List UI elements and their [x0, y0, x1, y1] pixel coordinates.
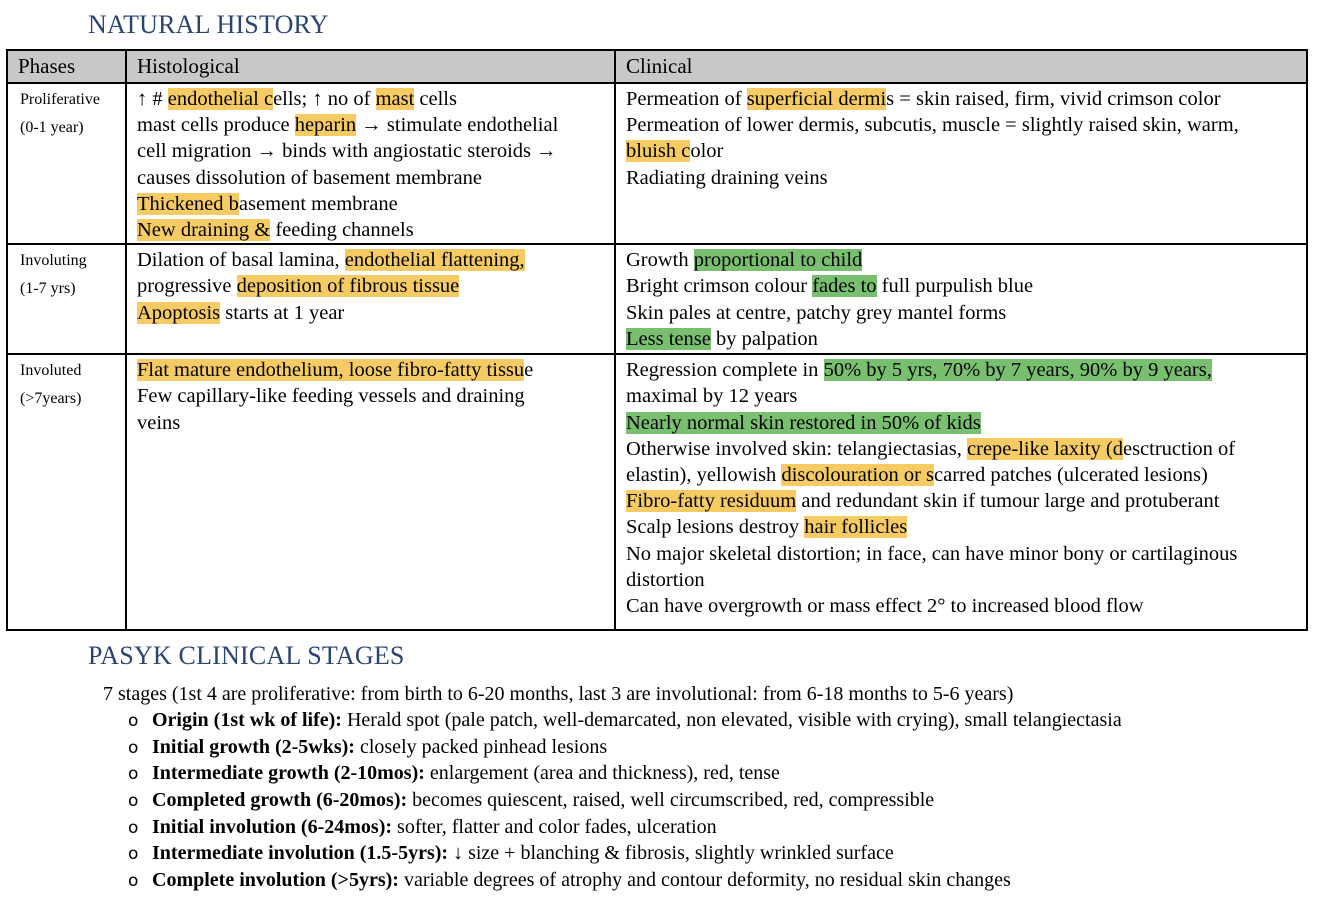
pasyk-stages-heading: PASYK CLINICAL STAGES	[88, 641, 405, 670]
phase-name: Involuted	[20, 362, 82, 380]
cell-line	[626, 326, 1300, 352]
stage-label: Initial growth (2-5wks):	[152, 735, 355, 758]
cell-line	[137, 300, 608, 326]
cell-line	[626, 138, 1300, 164]
cell-text: maximal by 12 years	[626, 385, 798, 408]
phase-cell	[7, 83, 126, 244]
cell-text: Radiating draining veins	[626, 166, 828, 189]
stage-label: Origin (1st wk of life):	[152, 709, 342, 731]
cell-line	[137, 247, 608, 273]
header-clinical: Clinical	[615, 50, 1307, 83]
cell-line	[626, 300, 1300, 326]
header-histological: Histological	[126, 50, 615, 83]
phase-name: Proliferative	[20, 91, 100, 108]
clinical-cell	[615, 244, 1307, 354]
highlighted-text: crepe-like laxity (d	[967, 437, 1123, 460]
list-item	[128, 787, 1122, 814]
list-item	[128, 867, 1122, 894]
list-item	[128, 814, 1122, 841]
stage-text: closely packed pinhead lesions	[354, 735, 608, 758]
cell-line	[137, 165, 608, 191]
highlighted-text: Fibro-fatty residuum	[626, 490, 797, 513]
phase-range: (0-1 year)	[20, 119, 84, 136]
cell-line	[626, 488, 1300, 514]
stage-text: Herald spot (pale patch, well-demarcated, non elevated, visible with crying), small telangiectasia	[341, 709, 1122, 731]
cell-line	[626, 462, 1300, 488]
highlighted-text: bluish c	[626, 140, 691, 163]
cell-line	[626, 112, 1300, 138]
bullet-icon: o	[128, 764, 139, 785]
cell-text: carred patches (ulcerated lesions)	[934, 464, 1208, 487]
cell-line	[626, 383, 1300, 409]
bullet-icon: o	[128, 871, 139, 892]
phase-cell	[7, 244, 126, 354]
cell-text: progressive	[137, 275, 237, 298]
clinical-cell	[615, 83, 1307, 244]
cell-line	[626, 436, 1300, 462]
stage-label: Complete involution (>5yrs):	[152, 869, 399, 892]
cell-text: Skin pales at centre, patchy grey mantel forms	[626, 301, 1007, 324]
cell-text: full purpulish blue	[876, 275, 1034, 298]
histological-cell	[126, 354, 615, 630]
cell-text: No major skeletal distortion; in face, can have minor bony or cartilaginous	[626, 542, 1238, 565]
cell-line	[626, 567, 1300, 593]
cell-text: Growth	[626, 249, 694, 272]
row-involuted	[7, 354, 1307, 630]
cell-text: cells	[414, 88, 457, 110]
cell-text: mast cells produce	[137, 114, 295, 137]
stage-text: becomes quiescent, raised, well circumscribed, red, compressible	[407, 789, 935, 812]
highlighted-text: Thickened b	[137, 192, 239, 215]
phase-range: (>7years)	[20, 390, 82, 408]
cell-text: starts at 1 year	[220, 301, 345, 324]
table-header-row	[7, 50, 1307, 83]
cell-line	[137, 86, 608, 112]
row-proliferative	[7, 83, 1307, 244]
bullet-icon: o	[128, 844, 139, 865]
cell-text: Permeation of lower dermis, subcutis, muscle = slightly raised skin, warm,	[626, 114, 1239, 137]
cell-text: e	[524, 359, 534, 382]
bullet-icon: o	[128, 817, 139, 838]
highlighted-text: endothelial flattening,	[344, 249, 525, 272]
stage-text: enlargement (area and thickness), red, tense	[424, 762, 780, 785]
natural-history-table	[6, 49, 1308, 631]
stage-text: variable degrees of atrophy and contour deformity, no residual skin changes	[398, 869, 1011, 892]
stages-list	[128, 707, 1122, 894]
highlighted-text: superficial dermi	[746, 88, 887, 110]
cell-text: distortion	[626, 568, 705, 591]
cell-line	[626, 357, 1300, 383]
cell-text: → stimulate endothelial	[356, 114, 559, 137]
clinical-cell	[615, 354, 1307, 630]
highlighted-text: 50% by 5 yrs, 70% by 7 years, 90% by 9 years,	[823, 359, 1212, 382]
cell-line	[626, 593, 1300, 619]
stage-text: softer, flatter and color fades, ulceration	[392, 815, 717, 838]
cell-text: ells; ↑ no of	[273, 88, 376, 110]
list-item	[128, 760, 1122, 787]
bullet-icon: o	[128, 711, 139, 731]
cell-text: esctruction of	[1122, 437, 1236, 460]
cell-text: Bright crimson colour	[626, 275, 813, 298]
cell-text: olor	[690, 140, 724, 163]
cell-text: Scalp lesions destroy	[626, 516, 805, 539]
natural-history-heading: NATURAL HISTORY	[88, 10, 329, 39]
highlighted-text: New draining &	[137, 219, 271, 242]
cell-line	[137, 138, 608, 164]
cell-line	[626, 514, 1300, 540]
list-item	[128, 734, 1122, 761]
cell-line	[137, 217, 608, 243]
cell-line	[626, 247, 1300, 273]
cell-text: feeding channels	[270, 219, 414, 242]
highlighted-text: Apoptosis	[137, 301, 221, 324]
cell-text: ↑ #	[137, 88, 168, 110]
cell-line	[626, 410, 1300, 436]
cell-text: veins	[137, 411, 181, 434]
bullet-icon: o	[128, 737, 139, 758]
stage-text: ↓ size + blanching & fibrosis, slightly wrinkled surface	[448, 842, 894, 865]
highlighted-text: Flat mature endothelium, loose fibro-fatty tissu	[137, 359, 525, 382]
highlighted-text: discolouration or s	[781, 464, 935, 487]
cell-text: asement membrane	[238, 192, 398, 215]
cell-text: Regression complete in	[626, 359, 824, 382]
header-phases: Phases	[7, 50, 126, 83]
highlighted-text: heparin	[294, 114, 357, 137]
cell-line	[137, 191, 608, 217]
stage-label: Initial involution (6-24mos):	[152, 815, 393, 838]
cell-text: s = skin raised, firm, vivid crimson color	[886, 88, 1221, 110]
cell-line	[137, 383, 608, 409]
cell-text: Otherwise involved skin: telangiectasias,	[626, 437, 968, 460]
highlighted-text: deposition of fibrous tissue	[236, 275, 460, 298]
cell-line	[137, 410, 608, 436]
list-item	[128, 840, 1122, 867]
cell-line	[626, 541, 1300, 567]
cell-text: elastin), yellowish	[626, 464, 782, 487]
phase-cell	[7, 354, 126, 630]
histological-cell	[126, 244, 615, 354]
phase-name: Involuting	[20, 252, 87, 270]
stage-label: Completed growth (6-20mos):	[152, 789, 408, 812]
highlighted-text: proportional to child	[693, 249, 863, 272]
list-item	[128, 707, 1122, 734]
stages-intro: 7 stages (1st 4 are proliferative: from birth to 6-20 months, last 3 are involutional: from 6-18 months to 5-6 years)	[103, 683, 1014, 705]
cell-text: cell migration → binds with angiostatic steroids →	[137, 140, 557, 163]
histological-cell	[126, 83, 615, 244]
cell-line	[137, 357, 608, 383]
phase-range: (1-7 yrs)	[20, 280, 76, 298]
cell-line	[626, 86, 1300, 112]
bullet-icon: o	[128, 791, 139, 812]
cell-text: causes dissolution of basement membrane	[137, 166, 482, 189]
cell-text: and redundant skin if tumour large and protuberant	[796, 490, 1220, 513]
cell-text: Permeation of	[626, 88, 747, 110]
cell-line	[626, 273, 1300, 299]
cell-text: by palpation	[710, 327, 818, 350]
cell-line	[137, 112, 608, 138]
cell-text: Dilation of basal lamina,	[137, 249, 345, 272]
stage-label: Intermediate growth (2-10mos):	[152, 762, 425, 785]
highlighted-text: fades to	[812, 275, 877, 298]
highlighted-text: endothelial c	[167, 88, 274, 110]
cell-text: Few capillary-like feeding vessels and draining	[137, 385, 525, 408]
highlighted-text: hair follicles	[804, 516, 908, 539]
cell-text: Can have overgrowth or mass effect 2° to increased blood flow	[626, 595, 1144, 618]
cell-line	[137, 273, 608, 299]
highlighted-text: Nearly normal skin restored in 50% of kids	[626, 411, 981, 434]
row-involuting	[7, 244, 1307, 354]
cell-line	[626, 165, 1300, 191]
highlighted-text: mast	[375, 88, 415, 110]
highlighted-text: Less tense	[626, 327, 711, 350]
stage-label: Intermediate involution (1.5-5yrs):	[152, 842, 449, 865]
